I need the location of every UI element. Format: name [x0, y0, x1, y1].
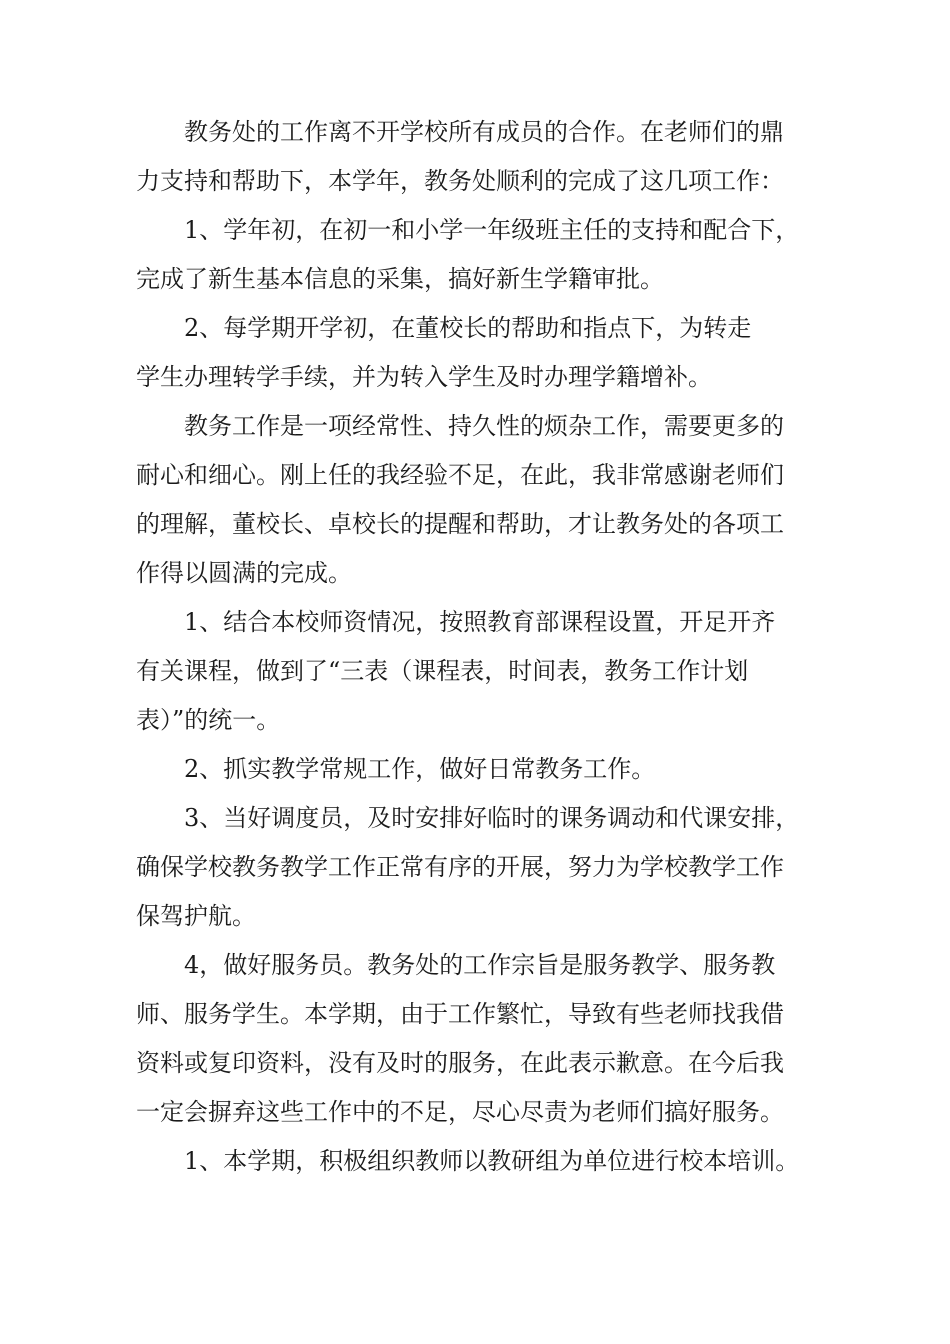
text-line: 教务处的工作离不开学校所有成员的合作。在老师们的鼎 — [184, 118, 784, 146]
text-line: 1、结合本校师资情况，按照教育部课程设置，开足开齐 — [184, 608, 776, 636]
paragraph-8 — [136, 941, 832, 1137]
text-line: 3、当好调度员，及时安排好临时的课务调动和代课安排， — [184, 804, 800, 832]
text-line: 教务工作是一项经常性、持久性的烦杂工作，需要更多的 — [184, 412, 784, 440]
text-line: 1、本学期，积极组织教师以教研组为单位进行校本培训。 — [184, 1147, 800, 1175]
paragraph-1 — [136, 108, 832, 206]
text-line: 作得以圆满的完成。 — [136, 559, 352, 587]
paragraph-3 — [136, 304, 832, 402]
text-line: 耐心和细心。刚上任的我经验不足，在此，我非常感谢老师们 — [136, 461, 784, 489]
text-line: 确保学校教务教学工作正常有序的开展，努力为学校教学工作 — [136, 853, 784, 881]
paragraph-4 — [136, 402, 832, 598]
paragraph-5 — [136, 598, 832, 745]
text-line: 2、抓实教学常规工作，做好日常教务工作。 — [184, 755, 656, 783]
text-line: 保驾护航。 — [136, 902, 256, 930]
text-line: 力支持和帮助下，本学年，教务处顺利的完成了这几项工作： — [136, 167, 784, 195]
text-line: 1、学年初，在初一和小学一年级班主任的支持和配合下， — [184, 216, 800, 244]
text-line: 师、服务学生。本学期，由于工作繁忙，导致有些老师找我借 — [136, 1000, 784, 1028]
paragraph-2 — [136, 206, 832, 304]
text-line: 完成了新生基本信息的采集，搞好新生学籍审批。 — [136, 265, 664, 293]
text-line: 一定会摒弃这些工作中的不足，尽心尽责为老师们搞好服务。 — [136, 1098, 784, 1126]
text-line: 表）”的统一。 — [136, 706, 281, 734]
text-line: 学生办理转学手续，并为转入学生及时办理学籍增补。 — [136, 363, 712, 391]
text-line: 有关课程，做到了“三表（课程表，时间表，教务工作计划 — [136, 657, 749, 685]
paragraph-9 — [136, 1137, 832, 1186]
paragraph-6 — [136, 745, 832, 794]
paragraph-7 — [136, 794, 832, 941]
text-line: 2、每学期开学初，在董校长的帮助和指点下，为转走 — [184, 314, 752, 342]
text-line: 的理解，董校长、卓校长的提醒和帮助，才让教务处的各项工 — [136, 510, 784, 538]
text-line: 4，做好服务员。教务处的工作宗旨是服务教学、服务教 — [184, 951, 776, 979]
document-body — [136, 108, 832, 1186]
text-line: 资料或复印资料，没有及时的服务，在此表示歉意。在今后我 — [136, 1049, 784, 1077]
